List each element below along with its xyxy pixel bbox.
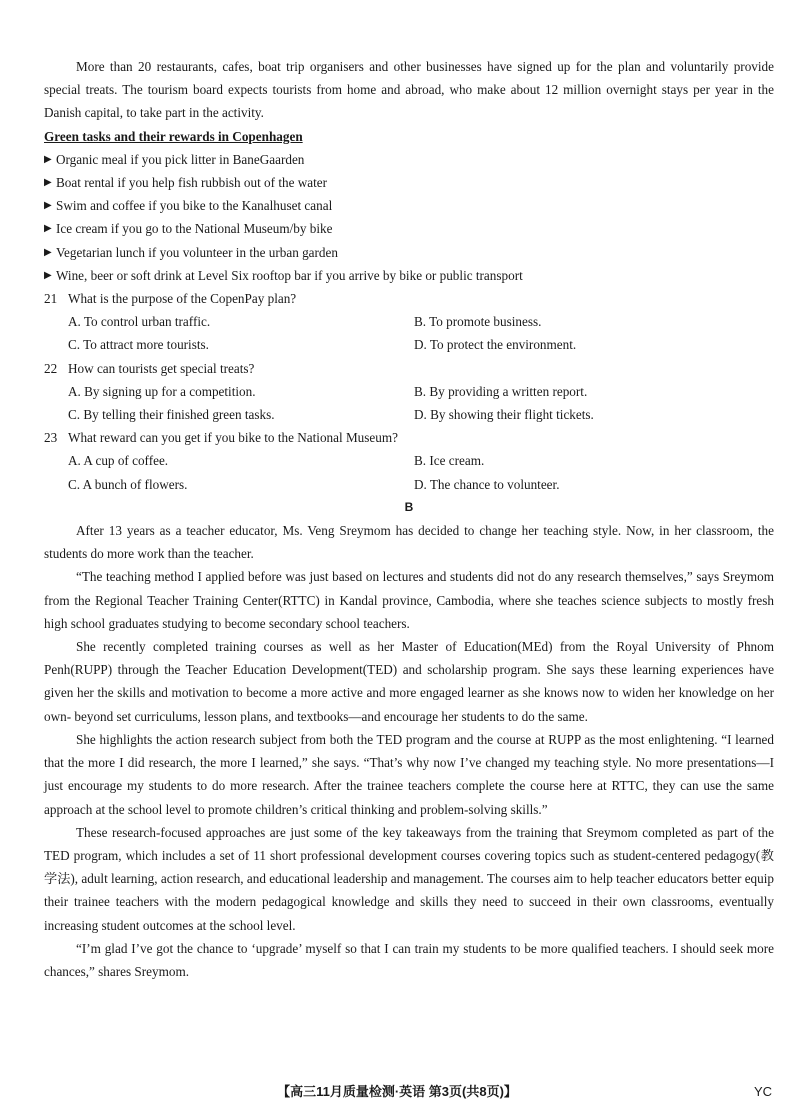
option-c: C. By telling their finished green tasks.	[68, 407, 275, 423]
question-number: 23	[44, 430, 58, 446]
question-stem: What reward can you get if you bike to the National Museum?	[68, 430, 398, 446]
option-b: B. To promote business.	[414, 314, 542, 330]
triangle-bullet-icon: ▶	[44, 269, 52, 281]
option-b: B. Ice cream.	[414, 453, 485, 469]
option-d: D. The chance to volunteer.	[414, 476, 560, 492]
option-a: A. To control urban traffic.	[68, 314, 211, 330]
footer-code: YC	[753, 1084, 772, 1099]
question-22	[44, 357, 774, 427]
option-b: B. By providing a written report.	[414, 383, 588, 399]
list-item: ▶ Organic meal if you pick litter in BaneGaarden	[44, 148, 774, 171]
footer-title: 【高三11月质量检测·英语 第3页(共8页)】	[277, 1084, 517, 1099]
list-item: ▶ Swim and coffee if you bike to the Kanalhuset canal	[44, 194, 774, 217]
option-c: C. A bunch of flowers.	[68, 476, 188, 492]
question-23	[44, 426, 774, 496]
question-number: 22	[44, 360, 58, 376]
list-item: ▶ Ice cream if you go to the National Museum/by bike	[44, 217, 774, 240]
question-21	[44, 287, 774, 357]
triangle-bullet-icon: ▶	[44, 153, 52, 165]
option-d: D. To protect the environment.	[414, 337, 577, 353]
section-label: B	[404, 499, 414, 514]
page-content	[44, 55, 774, 983]
passage-paragraph: She highlights the action research subject from both the TED program and the course at RUPP as the most enlightening. “I learned that the more I did research, the more I learned,” she says. “That’s why now I’ve changed my teaching style. No more presentations—I just encourage my students to do more research. After the trainee teachers complete the course here at RTTC, they can use the same approach at the school level to promote children’s critical thinking and problem-solving skills.”	[44, 731, 774, 817]
option-c: C. To attract more tourists.	[68, 337, 209, 353]
question-number: 21	[44, 291, 58, 307]
list-item: ▶ Boat rental if you help fish rubbish out of the water	[44, 171, 774, 194]
option-a: A. By signing up for a competition.	[68, 383, 256, 399]
option-d: D. By showing their flight tickets.	[414, 407, 594, 423]
triangle-bullet-icon: ▶	[44, 223, 52, 235]
passage-paragraph: After 13 years as a teacher educator, Ms. Veng Sreymom has decided to change her teaching style. Now, in her classroom, the students do more work than the teacher.	[44, 523, 774, 562]
passage-paragraph: She recently completed training courses as well as her Master of Education(MEd) from the Royal University of Phnom Penh(RUPP) through the Teacher Education Development(TED) and scholarship program. She says these learning experiences have given her the skills and motivation to become a more active and more engaged learner as she knows now to widen her knowledge on her own- beyond set curriculums, lesson plans, and textbooks—and encourage her students to do the same.	[44, 639, 774, 724]
triangle-bullet-icon: ▶	[44, 246, 52, 258]
question-stem: What is the purpose of the CopenPay plan?	[68, 291, 297, 307]
tasks-list	[44, 148, 774, 287]
intro-paragraph: More than 20 restaurants, cafes, boat trip organisers and other businesses have signed up for the plan and voluntarily provide special treats. The tourism board expects tourists from home and abroad, who make about 12 million overnight stays per year in the Danish capital, to take part in the activity.	[44, 59, 774, 121]
passage-paragraph: “I’m glad I’ve got the chance to ‘upgrade’ myself so that I can train my students to be more qualified teachers. I should seek more chances,” shares Sreymom.	[44, 940, 774, 979]
tasks-heading: Green tasks and their rewards in Copenhagen	[44, 128, 303, 144]
passage-paragraph: “The teaching method I applied before was just based on lectures and students did not do any research themselves,” says Sreymom from the Regional Teacher Training Center(RTTC) in Kandal province, Cambodia, where she teaches science subjects to mostly fresh high school graduates studying to become secondary school teachers.	[44, 569, 774, 631]
question-stem: How can tourists get special treats?	[68, 360, 255, 376]
list-item: ▶ Wine, beer or soft drink at Level Six rooftop bar if you arrive by bike or public transport	[44, 264, 774, 287]
triangle-bullet-icon: ▶	[44, 200, 52, 212]
triangle-bullet-icon: ▶	[44, 177, 52, 189]
passage-paragraph: These research-focused approaches are just some of the key takeaways from the training that Sreymom completed as part of the TED program, which includes a set of 11 short professional development courses covering topics such as student-centered pedagogy(教学法), adult learning, action research, and educational leadership and management. The courses aim to help teacher educators better equip their trainee teachers with the modern pedagogical knowledge and skills they need to succeed in their own classrooms, eventually increasing student outcomes at the school level.	[44, 824, 774, 933]
list-item: ▶ Vegetarian lunch if you volunteer in the urban garden	[44, 241, 774, 264]
option-a: A. A cup of coffee.	[68, 453, 169, 469]
page-footer	[0, 1080, 794, 1104]
